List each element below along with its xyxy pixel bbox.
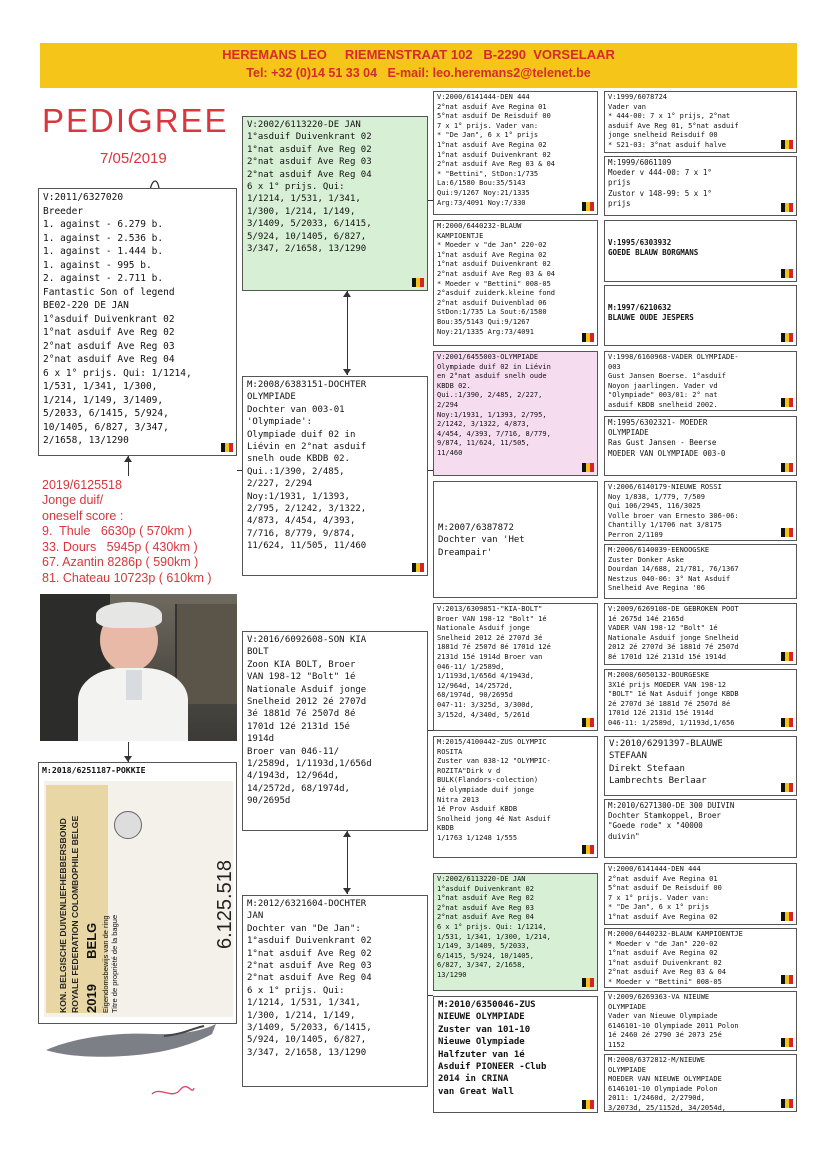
dam-box: [38, 762, 237, 1024]
owner-photo: [40, 594, 237, 741]
belgian-flag-icon: [781, 333, 793, 342]
belgian-flag-icon: [582, 845, 594, 854]
h16-box: M:2008/6372812-M/NIEUWE OLYMPIADE MOEDER VAN NIEUWE OLYMPIADE 6146101-10 Olympiade Polon 2011: 1/2460d, 2/2790d, 3/2073d, 25/1152d, 34/2054d,: [604, 1054, 797, 1112]
g4-box: M:2007/6387872 Dochter van 'Het Dreampair': [433, 481, 598, 598]
ring-card-note-nl: Eigendomsbewijs van de ring: [101, 915, 110, 1013]
ring-card-org-fr: ROYALE FEDERATION COLOMBOPHILE BELGE: [70, 815, 80, 1013]
belgian-flag-icon: [412, 278, 424, 287]
belgian-flag-icon: [582, 978, 594, 987]
ring-card-number: 6.125.518: [214, 860, 236, 949]
g5-box: V:2013/6309851-"KIA-BOLT" Broer VAN 198-12 "Bolt" 1é Nationale Asduif jonge Snelheid 2012 2é 2707d 3é 1881d 7é 2507d 8é 1701d 12é 2131d 15é 1914d Broer van 046-11/ 1/2589d, 1/1193d,1/656d 4/1943d, 12/964d, 14/2572d, 68/1974d, 90/2695d 047-11: 3/325d, 3/300d, 3/152d, 4/340d, 5/261d: [433, 603, 598, 731]
belgian-flag-icon: [781, 203, 793, 212]
dam-dam-box: M:2012/6321604-DOCHTER JAN Dochter van "De Jan": 1°asduif Duivenkrant 02 1°nat asduif Ave Reg 02 2°nat asduif Ave Reg 03 2°nat asduif Ave Reg 04 6 x 1° prijs. Qui: 1/1214, 1/531, 1/341, 1/300, 1/214, 1/149, 3/1409, 5/2033, 6/1415, 5/924, 10/1405, 6/827, 3/347, 2/1658, 13/1290: [242, 895, 428, 1087]
belgian-flag-icon: [221, 443, 233, 452]
h8-box: M:2006/6140039-EENOOGSKE Zuster Donker Aske Dourdan 14/688, 21/781, 76/1367 Nestzus 040-06: 3° Nat Asduif Snelheid Ave Regina '06: [604, 544, 797, 599]
h5-box: V:1998/6160968-VADER OLYMPIADE- 003 Gust Jansen Boerse. 1°asduif Noyon jaarlingen. Vader vd "Olympiade" 003/01: 2° nat asduif KBDB snelheid 2002.: [604, 351, 797, 411]
g7-box: V:2002/6113220-DE JAN 1°asduif Duivenkrant 02 1°nat asduif Ave Reg 02 2°nat asduif Ave Reg 03 2°nat asduif Ave Reg 04 6 x 1° prijs. Qui: 1/1214, 1/531, 1/341, 1/300, 1/214, 1/149, 3/1409, 5/2033, 6/1415, 5/924, 10/1405, 6/827, 3/347, 2/1658, 13/1290: [433, 873, 598, 991]
belgian-flag-icon: [781, 718, 793, 727]
belgian-flag-icon: [582, 463, 594, 472]
belgian-flag-icon: [781, 652, 793, 661]
belgian-flag-icon: [582, 333, 594, 342]
ring-card-year: 2019: [84, 984, 99, 1013]
sire-dam-box: M:2008/6383151-DOCHTER OLYMPIADE Dochter van 003-01 'Olympiade': Olympiade duif 02 in Liévin en 2°nat asduif snelh oude KBDB 02. Qui.:1/390, 2/485, 2/227, 2/294 Noy:1/1931, 1/1393, 2/795, 2/1242, 3/1322, 4/873, 4/454, 4/393, 7/716, 8/779, 9/874, 11/624, 11/505, 11/460: [242, 376, 428, 576]
header-bar: [40, 43, 797, 88]
main-bird-results: Jonge duif/ oneself score : 9. Thule 6630p ( 570km ) 33. Dours 5945p ( 430km ) 67. Azantin 8286p ( 590km ) 81. Chateau 10723p ( 610km ): [42, 493, 212, 585]
h10-box: M:2008/6050132-BOURGESKE 3X1é prijs MOEDER VAN 198-12 "BOLT" 1é Nat Asduif jonge KBDB 2é 2707d 3é 1881d 7é 2507d 8é 1701d 12é 2131d 15é 1914d 046-11: 1/2589d, 1/1193d,1/656: [604, 669, 797, 731]
sire-box: [38, 188, 237, 456]
header-line-address: HEREMANS LEO RIEMENSTRAAT 102 B-2290 VORSELAAR: [222, 47, 615, 62]
h12-box: M:2010/6271300-DE 300 DUIVIN Dochter Stamkoppel, Broer "Goede rode" x "40000 duivin": [604, 799, 797, 858]
belgian-flag-icon: [412, 563, 424, 572]
ring-card-country: BELG: [84, 922, 99, 959]
pedigree-date: 7/05/2019: [100, 150, 167, 167]
main-bird-ring: 2019/6125518: [42, 478, 122, 492]
belgian-flag-icon: [781, 783, 793, 792]
ring-card-org-nl: KON. BELGISCHE DUIVENLIEFHEBBERSBOND: [58, 818, 68, 1013]
ring-card-note-fr: Titre de propriété de la bague: [110, 914, 119, 1013]
belgian-flag-icon: [781, 912, 793, 921]
page-title: PEDIGREE: [42, 102, 229, 139]
header-line-contact: Tel: +32 (0)14 51 33 04 E-mail: leo.heremans2@telenet.be: [246, 66, 591, 80]
h15-box: V:2009/6269363-VA NIEUWE OLYMPIADE Vader van Nieuwe Olympiade 6146101-10 Olympiade 2011 Polon 1é 2460 2é 2790 3é 2073 25é 1152: [604, 991, 797, 1051]
belgian-flag-icon: [781, 398, 793, 407]
h7-box: V:2006/6140179-NIEUWE ROSSI Noy 1/838, 1/779, 7/509 Qui 106/2945, 116/3025 Volle broer van Ernesto 306-06: Chantilly 1/1706 nat 3/8175 Perron 2/1109: [604, 481, 797, 541]
belgian-flag-icon: [781, 140, 793, 149]
belgian-flag-icon: [781, 1038, 793, 1047]
belgian-flag-icon: [781, 1099, 793, 1108]
h6-box: M:1995/6302321- MOEDER OLYMPIADE Ras Gust Jansen - Beerse MOEDER VAN OLYMPIADE 003-0: [604, 416, 797, 476]
h11-box: V:2010/6291397-BLAUWE STEFAAN Direkt Stefaan Lambrechts Berlaar: [604, 736, 797, 796]
belgian-flag-icon: [582, 718, 594, 727]
g3-box: V:2001/6455003-OLYMPIADE Olympiade duif 02 in Liévin en 2°nat asduif snelh oude KBDB 02. Qui.:1/390, 2/485, 2/227, 2/294 Noy:1/1931, 1/1393, 2/795, 2/1242, 3/1322, 4/873, 4/454, 4/393, 7/716, 8/779, 9/874, 11/624, 11/505, 11/460: [433, 351, 598, 476]
ring-card: [44, 781, 236, 1017]
belgian-flag-icon: [781, 463, 793, 472]
sire-sire-box: V:2002/6113220-DE JAN 1°asduif Duivenkrant 02 1°nat asduif Ave Reg 02 2°nat asduif Ave Reg 03 2°nat asduif Ave Reg 04 6 x 1° prijs. Qui: 1/1214, 1/531, 1/341, 1/300, 1/214, 1/149, 3/1409, 5/2033, 6/1415, 5/924, 10/1405, 6/827, 3/347, 2/1658, 13/1290: [242, 116, 428, 291]
h3-box: V:1995/6303932 GOEDE BLAUW BORGMANS: [604, 220, 797, 282]
dam-sire-box: V:2016/6092608-SON KIA BOLT Zoon KIA BOLT, Broer VAN 198-12 "Bolt" 1é Nationale Asduif jonge Snelheid 2012 2é 2707d 3é 1881d 7é 2507d 8é 1701d 12é 2131d 15é 1914d Broer van 046-11/ 1/2589d, 1/1193d,1/656d 4/1943d, 12/964d, 14/2572d, 68/1974d, 90/2695d: [242, 631, 428, 831]
ring-card-seal-icon: [114, 811, 142, 839]
h9-box: V:2009/6269108-DE GEBROKEN POOT 1é 2675d 14é 2165d VADER VAN 198-12 "Bolt" 1é Nationale Asduif jonge Snelheid 2012 2é 2707d 3é 1881d 7é 2507d 8é 1701d 12é 2131d 15é 1914d: [604, 603, 797, 665]
g6-box: M:2015/4100442-ZUS OLYMPIC ROSITA Zuster van 038-12 "OLYMPIC- ROZITA"Dirk v d BULK(Flandors-colection) 1é olympiade duif jonge Nitra 2013 1é Prov Asduif KBDB Snolheid jong 4é Nat Asduif KBDB 1/1763 1/1248 1/555: [433, 736, 598, 858]
belgian-flag-icon: [582, 202, 594, 211]
h2-box: M:1999/6061109 Moeder v 444-00: 7 x 1° prijs Zustor v 148-99: 5 x 1° prijs: [604, 156, 797, 216]
h1-box: V:1999/6078724 Vader van * 444-00: 7 x 1° prijs, 2°nat asduif Ave Reg 01, 5°nat asduif jonge snelheid Reisduif 00 * S21-03: 3°nat asduif halve: [604, 91, 797, 153]
belgian-flag-icon: [781, 975, 793, 984]
dam-label: M:2018/6251187-POKKIE: [42, 765, 146, 775]
h14-box: M:2000/6440232-BLAUW KAMPIOENTJE * Moeder v "de Jan" 220-02 1°nat asduif Ave Regina 02 1°nat asduif Duivenkrant 02 2°nat asduif Ave Reg 03 & 04 * Moeder v "Bettini" 008-05: [604, 928, 797, 988]
sire-text: V:2011/6327020 Breeder 1. against - 6.279 b. 1. against - 2.536 b. 1. against - 1.444 b. 1. against - 995 b. 2. against - 2.711 b. Fantastic Son of legend BE02-220 DE JAN 1°asduif Duivenkrant 02 1°nat asduif Ave Reg 02 2°nat asduif Ave Reg 03 2°nat asduif Ave Reg 04 6 x 1° prijs. Qui: 1/1214, 1/531, 1/341, 1/300, 1/214, 1/149, 3/1409, 5/2033, 6/1415, 5/924, 10/1405, 6/827, 3/347, 2/1658, 13/1290: [43, 192, 192, 446]
h4-box: M:1997/6210632 BLAUWE OUDE JESPERS: [604, 285, 797, 346]
h13-box: V:2000/6141444-DEN 444 2°nat asduif Ave Regina 01 5°nat asduif De Reisduif 00 7 x 1° prijs. Vader van: * "De Jan", 6 x 1° prijs 1°nat asduif Ave Regina 02: [604, 863, 797, 925]
main-bird-box: [38, 477, 237, 589]
g2-box: M:2000/6440232-BLAUW KAMPIOENTJE * Moeder v "de Jan" 220-02 1°nat asduif Ave Regina 02 1°nat asduif Duivenkrant 02 2°nat asduif Ave Reg 03 & 04 * Moeder v "Bettini" 008-05 2°asduif zuiderk.kleine fond 2°nat asduif Duivenblad 06 StDon:1/735 La Sout:6/1580 Bou:35/5143 Qui:9/1267 Noy:21/1335 Arg:73/4091: [433, 220, 598, 346]
belgian-flag-icon: [781, 528, 793, 537]
pigeon-icon: [44, 1020, 220, 1060]
g1-box: V:2000/6141444-DEN 444 2°nat asduif Ave Regina 01 5°nat asduif De Reisduif 00 7 x 1° prijs. Vader van: * "De Jan", 6 x 1° prijs 1°nat asduif Ave Regina 02 1°nat asduif Duivenkrant 02 2°nat asduif Ave Reg 03 & 04 * "Bettini", StDon:1/735 La:6/1580 Bou:35/5143 Qui:9/1267 Noy:21/1335 Arg:73/4091 Noy:7/330: [433, 91, 598, 215]
belgian-flag-icon: [781, 269, 793, 278]
g8-box: M:2010/6350046-ZUS NIEUWE OLYMPIADE Zuster van 101-10 Nieuwe Olympiade Halfzuter van 1é Asduif PIONEER -Club 2014 in CRINA van Great Wall: [433, 996, 598, 1113]
belgian-flag-icon: [582, 1100, 594, 1109]
red-bird-doodle: [150, 1082, 196, 1104]
